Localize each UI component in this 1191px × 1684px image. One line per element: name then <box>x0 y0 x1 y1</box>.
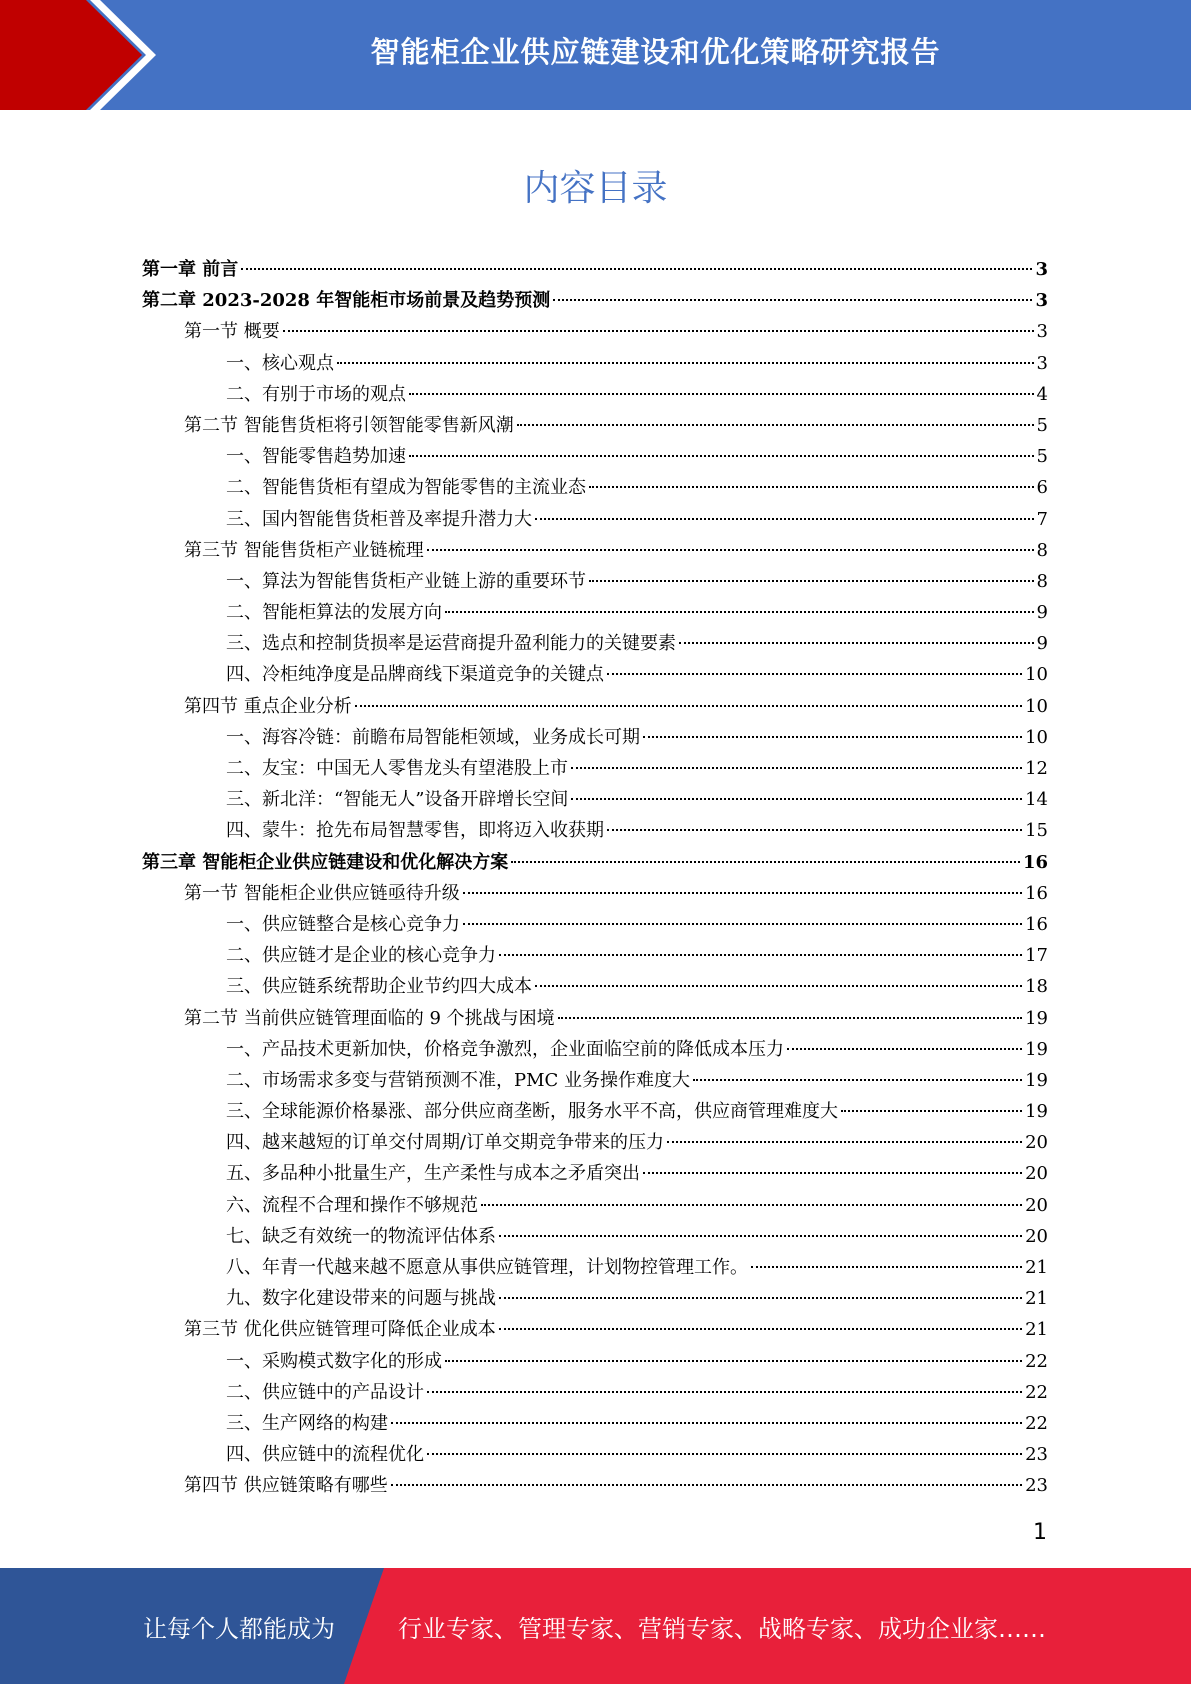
toc-entry[interactable] <box>142 379 1048 410</box>
toc-entry-label: 六、流程不合理和操作不够规范 <box>226 1194 478 1216</box>
toc-entry[interactable] <box>142 1252 1048 1283</box>
toc-entry-page: 16 <box>1025 882 1048 904</box>
report-title: 智能柜企业供应链建设和优化策略研究报告 <box>370 34 941 69</box>
toc-entry[interactable] <box>142 815 1048 846</box>
toc-entry-label: 第二章 2023-2028 年智能柜市场前景及趋势预测 <box>142 290 551 312</box>
toc-entry-label: 九、数字化建设带来的问题与挑战 <box>226 1288 496 1310</box>
toc-entry-page: 5 <box>1036 414 1048 436</box>
toc-leader-dots <box>391 1483 1022 1486</box>
toc-leader-dots <box>643 1171 1022 1174</box>
toc-entry-label: 第三节 智能售货柜产业链梳理 <box>184 539 424 561</box>
toc-entry[interactable] <box>142 940 1048 971</box>
toc-entry-page: 18 <box>1025 976 1048 998</box>
toc-entry-page: 22 <box>1025 1350 1048 1372</box>
toc-entry[interactable] <box>142 285 1048 316</box>
toc-entry[interactable] <box>142 504 1048 535</box>
toc-entry-label: 一、供应链整合是核心竞争力 <box>226 913 460 935</box>
toc-entry[interactable] <box>142 535 1048 566</box>
toc-entry-page: 22 <box>1025 1412 1048 1434</box>
toc-entry[interactable] <box>142 971 1048 1002</box>
toc-entry[interactable] <box>142 1003 1048 1034</box>
toc-entry-label: 第二节 智能售货柜将引领智能零售新风潮 <box>184 414 514 436</box>
toc-entry[interactable] <box>142 1346 1048 1377</box>
toc-entry-page: 4 <box>1036 383 1048 405</box>
toc-entry-label: 四、越来越短的订单交付周期/订单交期竞争带来的压力 <box>226 1132 665 1154</box>
toc-leader-dots <box>499 1234 1022 1237</box>
toc-entry-label: 八、年青一代越来越不愿意从事供应链管理，计划物控管理工作。 <box>226 1257 748 1278</box>
toc-leader-dots <box>667 1140 1022 1143</box>
toc-entry-label: 第一节 智能柜企业供应链亟待升级 <box>184 882 460 904</box>
toc-leader-dots <box>571 766 1022 769</box>
toc-entry-page: 20 <box>1025 1194 1048 1216</box>
toc-entry[interactable] <box>142 909 1048 940</box>
toc-leader-dots <box>607 828 1022 831</box>
toc-entry-page: 20 <box>1025 1225 1048 1247</box>
toc-entry[interactable] <box>142 1158 1048 1189</box>
toc-entry[interactable] <box>142 410 1048 441</box>
toc-entry-page: 10 <box>1025 726 1048 748</box>
toc-entry-label: 一、产品技术更新加快，价格竞争激烈，企业面临空前的降低成本压力 <box>226 1038 784 1060</box>
toc-leader-dots <box>241 267 1032 270</box>
toc-leader-dots <box>693 1078 1022 1081</box>
toc-entry-label: 一、海容冷链：前瞻布局智能柜领域，业务成长可期 <box>226 726 640 748</box>
toc-leader-dots <box>643 735 1022 738</box>
toc-entry-page: 10 <box>1025 664 1048 686</box>
toc-entry[interactable] <box>142 348 1048 379</box>
toc-entry[interactable] <box>142 1190 1048 1221</box>
toc-entry-page: 17 <box>1025 945 1048 967</box>
toc-entry[interactable] <box>142 566 1048 597</box>
toc-entry[interactable] <box>142 441 1048 472</box>
toc-entry-page: 3 <box>1035 259 1048 280</box>
toc-entry-label: 第一章 前言 <box>142 259 239 280</box>
toc-entry-label: 五、多品种小批量生产，生产柔性与成本之矛盾突出 <box>226 1163 640 1185</box>
toc-entry-page: 19 <box>1025 1007 1048 1029</box>
toc-entry-label: 二、供应链中的产品设计 <box>226 1381 424 1403</box>
toc-leader-dots <box>445 610 1034 613</box>
toc-entry-page: 23 <box>1025 1444 1048 1466</box>
toc-entry-page: 8 <box>1036 570 1048 592</box>
toc-entry[interactable] <box>142 722 1048 753</box>
toc-entry-label: 二、供应链才是企业的核心竞争力 <box>226 945 496 967</box>
toc-entry[interactable] <box>142 1377 1048 1408</box>
toc-entry-label: 一、算法为智能售货柜产业链上游的重要环节 <box>226 570 586 592</box>
toc-entry-label: 三、供应链系统帮助企业节约四大成本 <box>226 976 532 998</box>
toc-leader-dots <box>355 704 1022 707</box>
toc-entry-page: 16 <box>1022 851 1048 873</box>
toc-leader-dots <box>558 1016 1022 1019</box>
toc-entry-label: 三、生产网络的构建 <box>226 1412 388 1434</box>
header-banner <box>0 0 1191 110</box>
header-arrow-decoration <box>0 0 180 110</box>
toc-leader-dots <box>445 1359 1022 1362</box>
toc-leader-dots <box>283 329 1034 332</box>
toc-leader-dots <box>607 672 1022 675</box>
toc-entry-page: 12 <box>1025 758 1048 779</box>
toc-entry[interactable] <box>142 1065 1048 1096</box>
toc-entry-page: 19 <box>1025 1101 1048 1123</box>
toc-entry-page: 3 <box>1036 352 1048 374</box>
toc-leader-dots <box>679 641 1034 644</box>
toc-entry-label: 四、供应链中的流程优化 <box>226 1444 424 1466</box>
table-of-contents <box>142 254 1048 1502</box>
toc-leader-dots <box>463 891 1022 894</box>
toc-entry-label: 一、核心观点 <box>226 352 334 374</box>
toc-leader-dots <box>841 1109 1022 1112</box>
toc-entry-page: 23 <box>1025 1475 1048 1497</box>
toc-entry-label: 第四节 供应链策略有哪些 <box>184 1475 388 1497</box>
toc-leader-dots <box>337 361 1034 364</box>
toc-entry[interactable] <box>142 1034 1048 1065</box>
toc-entry-label: 三、选点和控制货损率是运营商提升盈利能力的关键要素 <box>226 633 676 655</box>
toc-leader-dots <box>427 1390 1022 1393</box>
toc-entry-label: 三、全球能源价格暴涨、部分供应商垄断，服务水平不高，供应商管理难度大 <box>226 1101 838 1123</box>
toc-leader-dots <box>499 953 1022 956</box>
toc-entry-page: 20 <box>1025 1163 1048 1185</box>
toc-entry[interactable] <box>142 659 1048 690</box>
toc-entry-label: 第一节 概要 <box>184 321 280 343</box>
toc-entry-page: 15 <box>1025 820 1048 842</box>
toc-entry[interactable] <box>142 1096 1048 1127</box>
toc-entry-label: 三、国内智能售货柜普及率提升潜力大 <box>226 508 532 530</box>
toc-leader-dots <box>787 1047 1022 1050</box>
toc-entry-page: 21 <box>1025 1257 1048 1278</box>
footer-slogan-left: 让每个人都能成为 <box>143 1614 335 1643</box>
toc-leader-dots <box>499 1296 1022 1299</box>
toc-leader-dots <box>409 392 1034 395</box>
toc-entry-page: 5 <box>1036 446 1048 468</box>
toc-entry-label: 二、智能柜算法的发展方向 <box>226 602 442 624</box>
toc-leader-dots <box>571 797 1022 800</box>
toc-entry-label: 第三章 智能柜企业供应链建设和优化解决方案 <box>142 851 509 873</box>
toc-entry[interactable] <box>142 1127 1048 1158</box>
toc-entry-label: 二、有别于市场的观点 <box>226 383 406 405</box>
toc-entry[interactable] <box>142 878 1048 909</box>
toc-entry-label: 一、采购模式数字化的形成 <box>226 1350 442 1372</box>
toc-entry-page: 8 <box>1036 539 1048 561</box>
toc-leader-dots <box>409 454 1034 457</box>
toc-entry-page: 7 <box>1036 508 1048 530</box>
toc-entry-label: 第二节 当前供应链管理面临的 9 个挑战与困境 <box>184 1007 555 1029</box>
toc-entry-page: 3 <box>1035 290 1048 312</box>
toc-entry[interactable] <box>142 1314 1048 1345</box>
toc-entry-page: 14 <box>1025 789 1048 811</box>
toc-entry[interactable] <box>142 784 1048 815</box>
toc-leader-dots <box>427 1452 1022 1455</box>
toc-leader-dots <box>589 579 1034 582</box>
toc-entry-label: 第三节 优化供应链管理可降低企业成本 <box>184 1319 496 1341</box>
toc-entry-page: 21 <box>1025 1319 1048 1341</box>
toc-entry-label: 四、蒙牛：抢先布局智慧零售，即将迈入收获期 <box>226 820 604 842</box>
toc-entry-label: 二、智能售货柜有望成为智能零售的主流业态 <box>226 477 586 499</box>
toc-entry-page: 9 <box>1036 633 1048 655</box>
toc-entry[interactable] <box>142 1439 1048 1470</box>
footer-banner <box>0 1568 1191 1684</box>
toc-entry[interactable] <box>142 472 1048 503</box>
toc-entry[interactable] <box>142 1283 1048 1314</box>
toc-leader-dots <box>535 984 1022 987</box>
toc-entry-page: 21 <box>1025 1288 1048 1310</box>
toc-leader-dots <box>427 548 1034 551</box>
toc-entry[interactable] <box>142 254 1048 285</box>
toc-entry-page: 19 <box>1025 1069 1048 1091</box>
toc-entry-page: 22 <box>1025 1381 1048 1403</box>
toc-leader-dots <box>463 922 1022 925</box>
toc-entry-label: 第四节 重点企业分析 <box>184 695 352 717</box>
toc-entry[interactable] <box>142 847 1048 878</box>
toc-leader-dots <box>751 1265 1022 1268</box>
toc-entry-page: 3 <box>1036 321 1048 343</box>
toc-leader-dots <box>589 485 1034 488</box>
toc-entry-page: 19 <box>1025 1038 1048 1060</box>
toc-entry[interactable] <box>142 316 1048 347</box>
toc-entry[interactable] <box>142 1470 1048 1501</box>
toc-entry[interactable] <box>142 753 1048 784</box>
toc-entry-label: 二、友宝：中国无人零售龙头有望港股上市 <box>226 758 568 779</box>
toc-entry[interactable] <box>142 1408 1048 1439</box>
toc-leader-dots <box>481 1203 1022 1206</box>
toc-leader-dots <box>553 298 1032 301</box>
toc-entry-label: 二、市场需求多变与营销预测不准，PMC 业务操作难度大 <box>226 1069 691 1091</box>
toc-entry-page: 20 <box>1025 1132 1048 1154</box>
toc-entry-label: 一、智能零售趋势加速 <box>226 446 406 468</box>
toc-entry[interactable] <box>142 691 1048 722</box>
toc-entry-page: 6 <box>1036 477 1048 499</box>
toc-leader-dots <box>511 860 1020 863</box>
toc-leader-dots <box>517 423 1034 426</box>
toc-entry[interactable] <box>142 597 1048 628</box>
page-number: 1 <box>1033 1520 1047 1545</box>
toc-leader-dots <box>391 1421 1022 1424</box>
toc-entry-label: 四、冷柜纯净度是品牌商线下渠道竞争的关键点 <box>226 664 604 686</box>
toc-title: 内容目录 <box>523 168 668 209</box>
toc-entry-page: 10 <box>1025 695 1048 717</box>
footer-slogan-right: 行业专家、管理专家、营销专家、战略专家、成功企业家…… <box>398 1614 1046 1643</box>
toc-entry-label: 七、缺乏有效统一的物流评估体系 <box>226 1225 496 1247</box>
toc-entry-page: 9 <box>1036 602 1048 624</box>
toc-entry[interactable] <box>142 1221 1048 1252</box>
toc-leader-dots <box>535 517 1034 520</box>
toc-entry-page: 16 <box>1025 913 1048 935</box>
toc-entry[interactable] <box>142 628 1048 659</box>
toc-entry-label: 三、新北洋：“智能无人”设备开辟增长空间 <box>226 789 569 811</box>
toc-leader-dots <box>499 1327 1022 1330</box>
